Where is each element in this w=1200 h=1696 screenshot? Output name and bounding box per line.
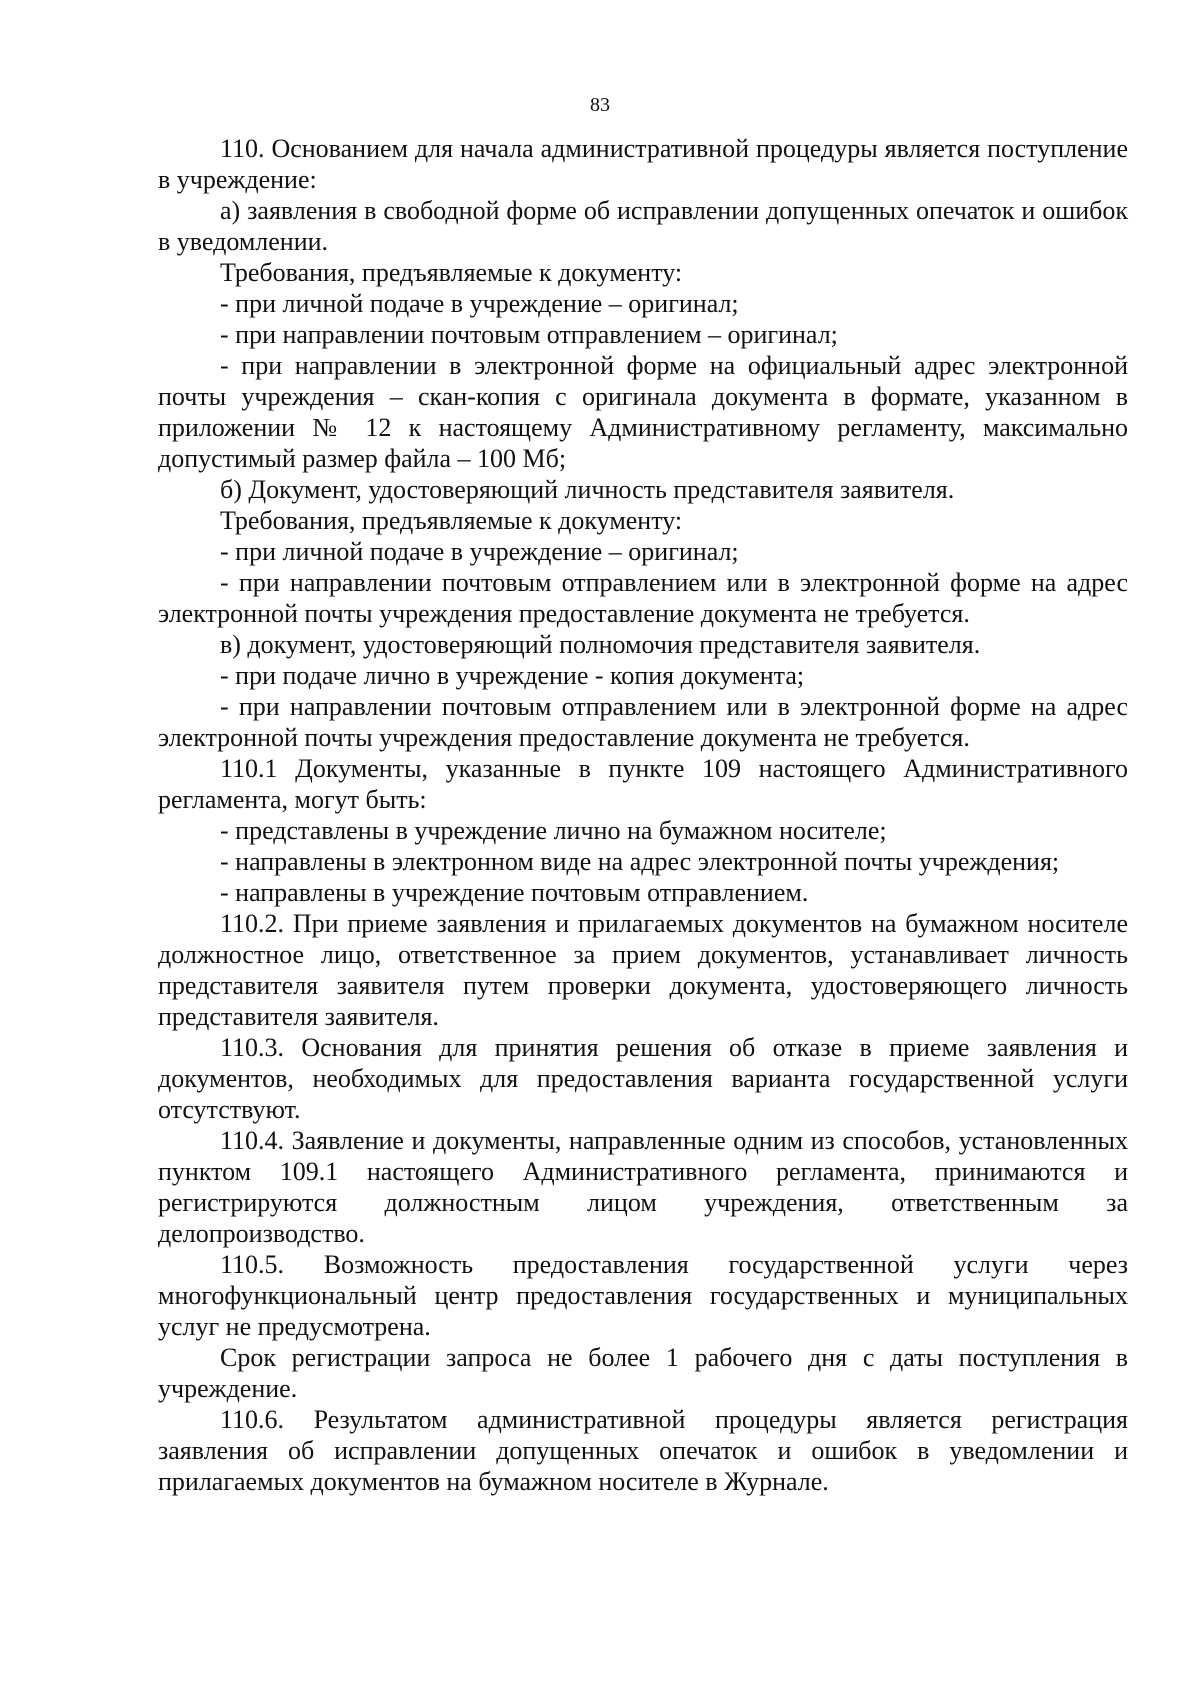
paragraph-requirements-a: Требования, предъявляемые к документу: — [220, 258, 683, 287]
list-item: - представлены в учреждение лично на бумажном носителе; — [220, 816, 887, 845]
paragraph-110-a: а) заявления в свободной форме об исправлении допущенных опечаток и ошибок в уведомлении. — [158, 196, 1128, 256]
paragraph-110-3: 110.3. Основания для принятия решения об отказе в приеме заявления и документов, необходимых для предоставления варианта государственной услуги отсутствуют. — [158, 1033, 1128, 1124]
paragraph-registration-term: Срок регистрации запроса не более 1 рабочего дня с даты поступления в учреждение. — [158, 1343, 1128, 1403]
list-item: - при личной подаче в учреждение – оригинал; — [220, 537, 739, 566]
paragraph-110-b: б) Документ, удостоверяющий личность представителя заявителя. — [220, 475, 955, 504]
list-item: - направлены в учреждение почтовым отправлением. — [220, 878, 809, 907]
paragraph-110-4: 110.4. Заявление и документы, направленные одним из способов, установленных пунктом 109.1 настоящего Административного регламента, принимаются и регистрируются должностным лицом учреждения, ответственным за делопроизводство. — [158, 1126, 1128, 1248]
paragraph-110-6: 110.6. Результатом административной процедуры является регистрация заявления об исправлении допущенных опечаток и ошибок в уведомлении и прилагаемых документов на бумажном носителе в Журнале. — [158, 1405, 1128, 1496]
paragraph-110-1: 110.1 Документы, указанные в пункте 109 настоящего Административного регламента, могут быть: — [158, 754, 1128, 814]
paragraph-110: 110. Основанием для начала административной процедуры является поступление в учреждение: — [158, 134, 1128, 194]
list-item: - при направлении почтовым отправлением или в электронной форме на адрес электронной почты учреждения предоставление документа не требуется. — [158, 692, 1128, 752]
paragraph-110-5: 110.5. Возможность предоставления государственной услуги через многофункциональный центр предоставления государственных и муниципальных услуг не предусмотрена. — [158, 1250, 1128, 1341]
page-number: 83 — [590, 94, 610, 116]
list-item: - при направлении почтовым отправлением – оригинал; — [220, 320, 838, 349]
list-item: - при направлении в электронной форме на официальный адрес электронной почты учреждения – скан-копия с оригинала документа в формате, указанном в приложении № 12 к настоящему Административному регламенту, максимально допустимый размер файла – 100 Мб; — [158, 351, 1128, 473]
document-body — [158, 133, 1128, 1497]
list-item: - при личной подаче в учреждение – оригинал; — [220, 289, 739, 318]
list-item: - при направлении почтовым отправлением или в электронной форме на адрес электронной почты учреждения предоставление документа не требуется. — [158, 568, 1128, 628]
list-item: - при подаче лично в учреждение - копия документа; — [220, 661, 805, 690]
paragraph-110-v: в) документ, удостоверяющий полномочия представителя заявителя. — [220, 630, 981, 659]
list-item: - направлены в электронном виде на адрес электронной почты учреждения; — [220, 847, 1060, 876]
paragraph-110-2: 110.2. При приеме заявления и прилагаемых документов на бумажном носителе должностное лицо, ответственное за прием документов, устанавливает личность представителя заявителя путем проверки документа, удостоверяющего личность представителя заявителя. — [158, 909, 1128, 1031]
paragraph-requirements-b: Требования, предъявляемые к документу: — [220, 506, 683, 535]
